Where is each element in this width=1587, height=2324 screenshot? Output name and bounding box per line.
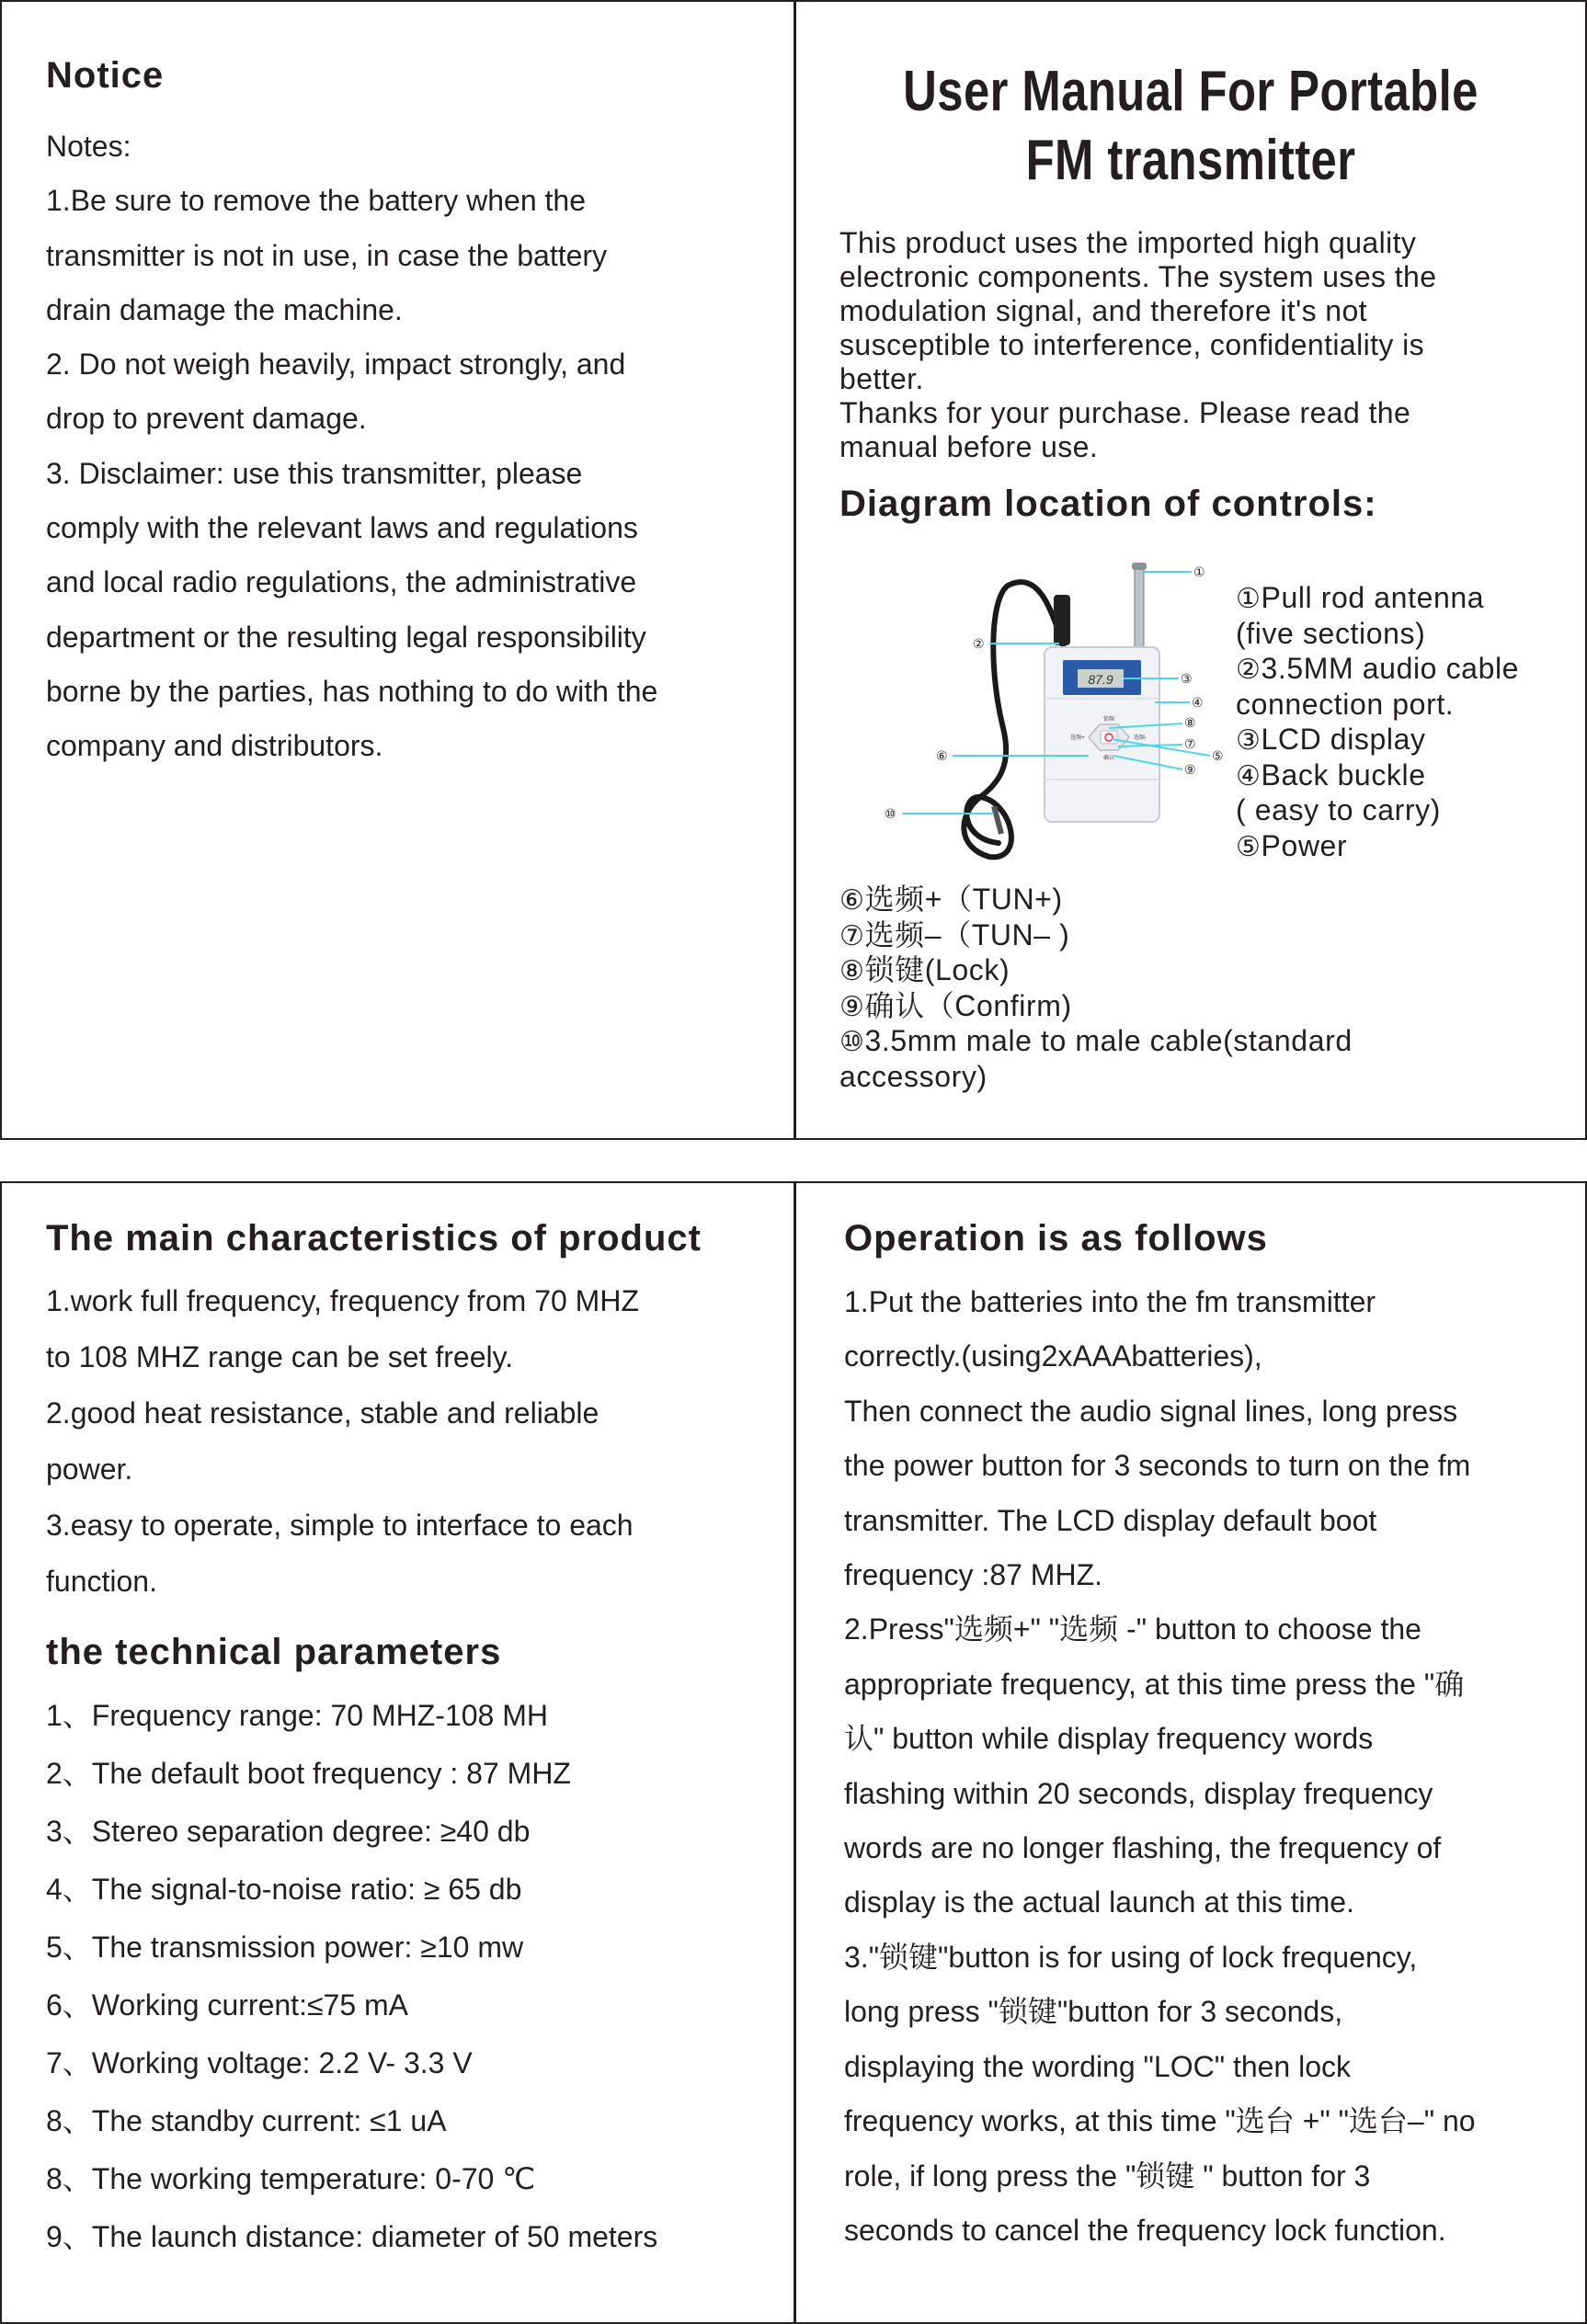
callout-2: ② [973,637,985,652]
notice-text [46,120,775,774]
legend-item: connection port. [1236,687,1455,721]
notice-heading: Notice [46,55,165,96]
parameter-item: 9、The launch distance: diameter of 50 meters [46,2220,658,2253]
intro-line: This product uses the imported high quality [839,226,1417,259]
parameter-item: 7、Working voltage: 2.2 V- 3.3 V [46,2046,473,2079]
notice-line: 2. Do not weigh heavily, impact strongly, and [46,347,626,382]
title-line-2: FM transmitter [1025,129,1356,192]
tun-plus-label: 选频+ [1070,735,1085,741]
parameter-item: 2、The default boot frequency : 87 MHZ [46,1757,571,1790]
parameter-item: 1、Frequency range: 70 MHZ-108 MH [46,1699,549,1732]
callout-6: ⑥ [936,749,948,764]
operation-line: display is the actual launch at this time. [844,1885,1354,1920]
characteristic-line: 1.work full frequency, frequency from 70 MHZ [46,1284,639,1317]
operation-line: frequency :87 MHZ. [844,1558,1102,1592]
parameter-item: 4、The signal-to-noise ratio: ≥ 65 db [46,1873,522,1906]
legend-item: ⑥选频+（TUN+) [839,883,1063,917]
intro-text [839,226,1558,464]
operation-line: 3."锁键"button is for using of lock frequency, [844,1940,1418,1974]
notice-line: Notes: [46,130,131,163]
parameter-item: 8、The working temperature: 0-70 ℃ [46,2162,536,2195]
operation-line: appropriate frequency, at this time press the "确 [844,1667,1465,1701]
tun-minus-label: 选频- [1134,735,1147,741]
callout-7: ⑦ [1184,737,1196,752]
characteristics-panel [2,1183,794,2322]
antenna-icon [1135,567,1144,650]
legend-item: ( easy to carry) [1236,793,1441,826]
callout-3: ③ [1181,672,1193,687]
manual-title [867,57,1514,195]
callout-10: ⑩ [885,807,896,822]
notice-line: 3. Disclaimer: use this transmitter, please [46,456,583,490]
operation-heading: Operation is as follows [844,1218,1268,1259]
characteristics-heading: The main characteristics of product [46,1218,702,1259]
notice-line: department or the resulting legal responsibility [46,620,646,654]
parameter-item: 5、The transmission power: ≥10 mw [46,1931,524,1964]
notice-line: borne by the parties, has nothing to do with the [46,674,658,708]
operation-line: Then connect the audio signal lines, long press [844,1394,1458,1428]
notice-panel [2,2,794,1138]
operation-line: displaying the wording "LOC" then lock [844,2049,1352,2083]
operation-line: long press "锁键"button for 3 seconds, [844,1995,1343,2029]
intro-line: Thanks for your purchase. Please read the [839,396,1411,429]
legend-item: ①Pull rod antenna [1236,581,1485,615]
notice-line: drop to prevent damage. [46,402,367,436]
intro-line: manual before use. [839,430,1099,463]
controls-legend-bottom [839,883,1353,1095]
callout-9: ⑨ [1184,763,1196,778]
operation-line: transmitter. The LCD display default boot [844,1503,1377,1537]
notice-line: company and distributors. [46,729,383,763]
technical-parameters-heading: the technical parameters [46,1632,502,1672]
title-panel [796,2,1585,1138]
operation-panel [796,1183,1585,2322]
operation-line: 2.Press"选频+" "选频 -" button to choose the [844,1612,1421,1646]
notice-line: transmitter is not in use, in case the battery [46,238,608,272]
legend-item: accessory) [839,1059,988,1093]
characteristic-line: 2.good heat resistance, stable and reliable [46,1396,599,1430]
operation-line: role, if long press the "锁键 " button for 3 [844,2159,1371,2193]
operation-line: correctly.(using2xAAAbatteries), [844,1339,1262,1373]
legend-item: ②3.5MM audio cable [1236,652,1520,686]
power-button [1101,731,1117,744]
operation-line: 1.Put the batteries into the fm transmitter [844,1285,1376,1318]
legend-item: ⑤Power [1236,828,1348,863]
legend-item: (five sections) [1236,616,1426,650]
legend-item: ⑩3.5mm male to male cable(standard [839,1024,1353,1058]
title-line-1: User Manual For Portable [903,60,1479,123]
parameter-item: 6、Working current:≤75 mA [46,1988,409,2022]
controls-legend-right [1236,581,1519,864]
intro-line: susceptible to interference, confidentiality is [839,328,1425,361]
parameter-item: 8、The standby current: ≤1 uA [46,2104,447,2137]
operation-steps [844,1275,1567,2258]
manual-page-top [0,0,1587,1140]
operation-line: seconds to cancel the frequency lock function. [844,2213,1446,2247]
callout-4: ④ [1192,696,1204,711]
operation-line: the power button for 3 seconds to turn on the fm [844,1449,1471,1483]
intro-line: modulation signal, and therefore it's not [839,294,1367,327]
characteristic-line: 3.easy to operate, simple to interface to each [46,1509,634,1542]
manual-page-bottom [0,1181,1587,2324]
operation-line: frequency works, at this time "选台 +" "选台–" no [844,2104,1476,2138]
callout-5: ⑤ [1212,749,1224,764]
notice-line: 1.Be sure to remove the battery when the [46,184,586,218]
operation-line: 认" button while display frequency words [844,1722,1374,1756]
characteristic-line: to 108 MHZ range can be set freely. [46,1340,514,1373]
parameter-item: 3、Stereo separation degree: ≥40 db [46,1815,531,1848]
legend-item: ④Back buckle [1236,758,1426,792]
callout-8: ⑧ [1184,716,1196,731]
confirm-label: 确认 [1102,756,1115,761]
notice-line: comply with the relevant laws and regulations [46,511,638,545]
diagram-heading: Diagram location of controls: [839,484,1377,524]
legend-item: ⑨确认（Confirm) [839,988,1072,1023]
technical-parameters-list [46,1687,784,2266]
legend-item: ③LCD display [1236,723,1426,757]
lock-key-label: 锁频 [1102,717,1115,723]
characteristics-text [46,1273,775,1610]
fm-transmitter-diagram [851,544,1256,875]
characteristic-line: power. [46,1452,133,1486]
intro-line: electronic components. The system uses the [839,260,1437,293]
lcd-value: 87.9 [1088,672,1113,687]
audio-jack-icon [1054,595,1070,645]
notice-line: drain damage the machine. [46,292,403,326]
intro-line: better. [839,362,924,395]
callout-1: ① [1193,565,1205,580]
operation-line: flashing within 20 seconds, display frequency [844,1776,1433,1810]
legend-item: ⑧锁键(Lock) [839,953,1010,987]
notice-line: and local radio regulations, the administrative [46,565,637,599]
characteristic-line: function. [46,1565,157,1598]
operation-line: words are no longer flashing, the frequency of [844,1831,1442,1865]
legend-item: ⑦选频–（TUN– ) [839,917,1070,952]
